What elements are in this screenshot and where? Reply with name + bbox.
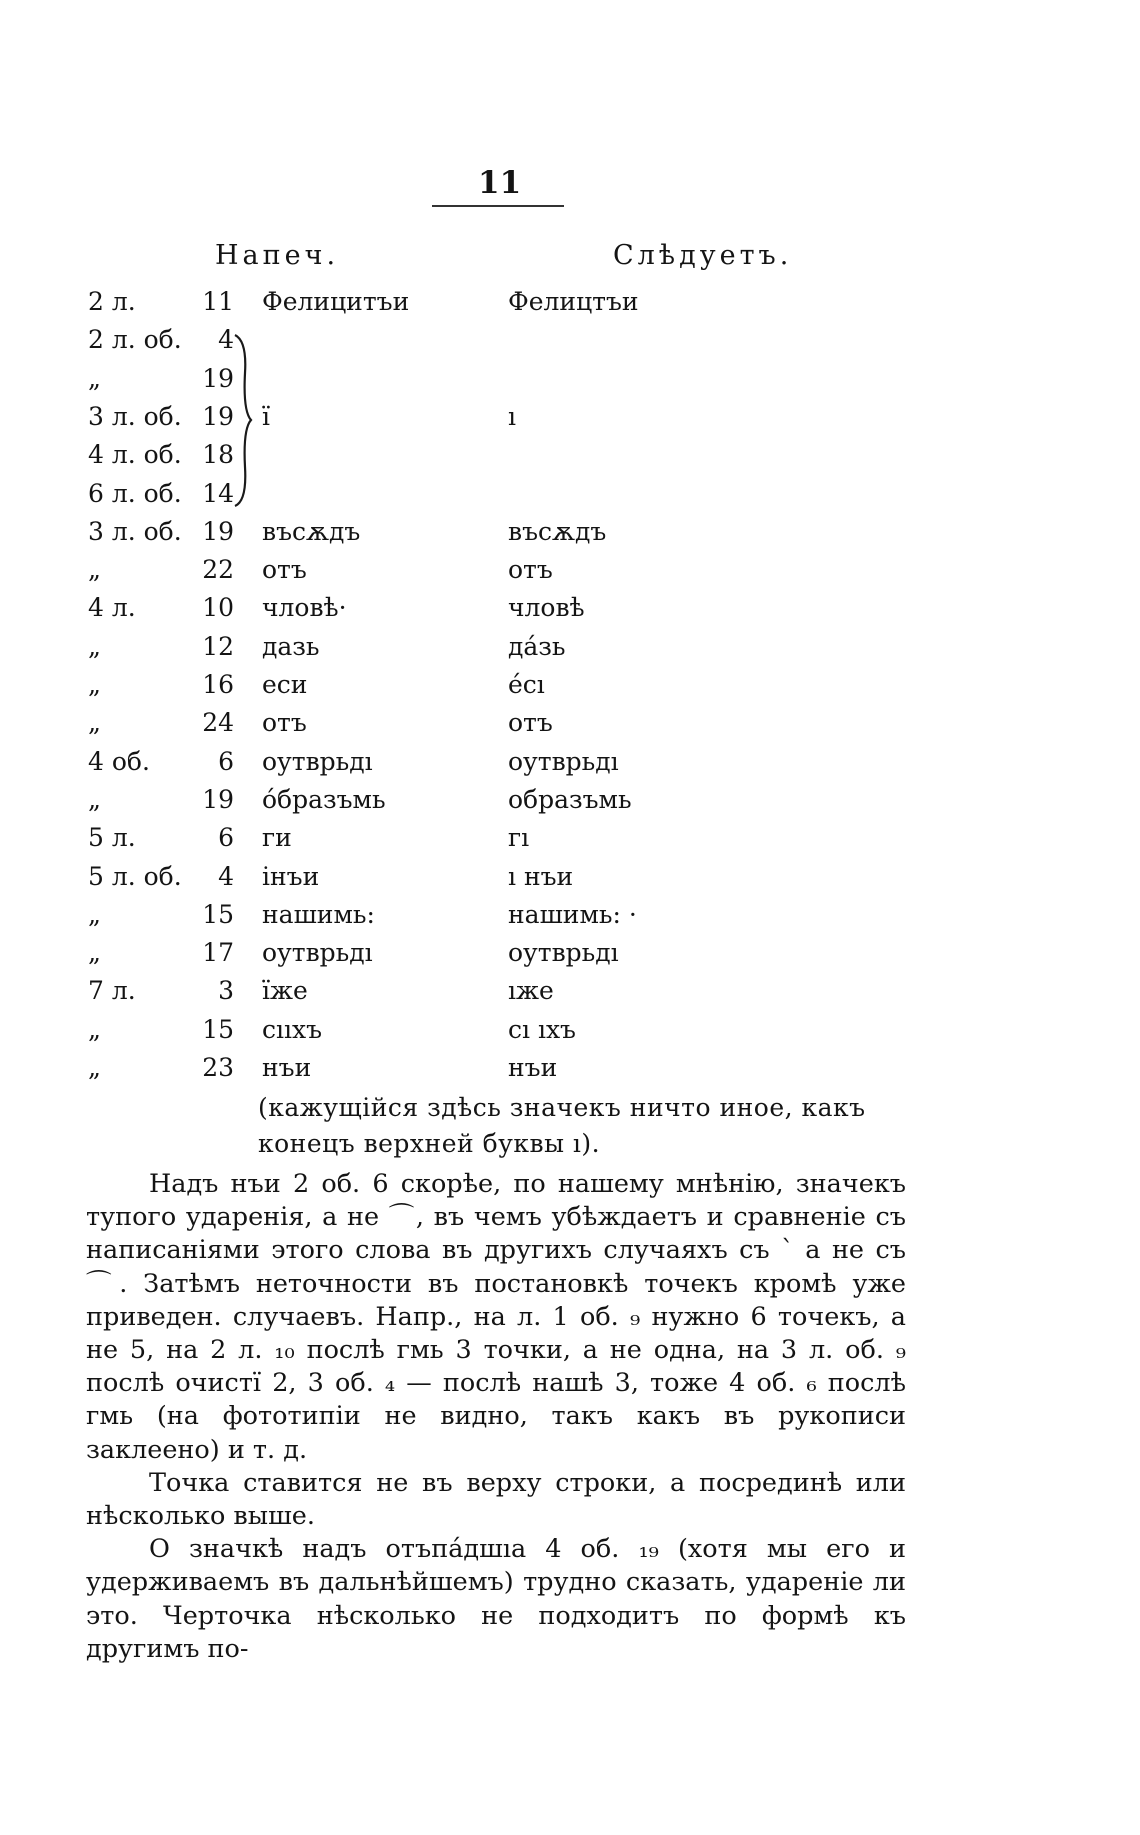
errata-ref: „ bbox=[88, 363, 101, 393]
errata-line: 12 bbox=[202, 631, 234, 661]
errata-printed: оутврьдı bbox=[262, 746, 373, 776]
errata-correct: отъ bbox=[508, 555, 553, 585]
errata-ref: 6 л. об. bbox=[88, 478, 182, 508]
errata-row bbox=[0, 976, 1140, 1014]
errata-row bbox=[0, 670, 1140, 708]
errata-line: 6 bbox=[218, 746, 234, 776]
note-line: (кажущійся здѣсь значекъ ничто иное, какъ bbox=[258, 1093, 866, 1122]
errata-correct: Фелицтъи bbox=[508, 287, 639, 316]
errata-ref: „ bbox=[88, 784, 101, 814]
page-number-rule bbox=[432, 205, 564, 207]
errata-line: 15 bbox=[202, 899, 234, 929]
errata-printed: въсѫдъ bbox=[262, 516, 361, 546]
errata-correct: оутврьдı bbox=[508, 938, 619, 968]
errata-row bbox=[0, 479, 1140, 517]
errata-row bbox=[0, 708, 1140, 746]
errata-line: 22 bbox=[202, 555, 234, 585]
errata-ref: „ bbox=[88, 1014, 101, 1044]
errata-ref: „ bbox=[88, 708, 101, 738]
errata-correct: нашимь: · bbox=[508, 899, 637, 929]
errata-ref: 4 л. об. bbox=[88, 440, 182, 470]
errata-printed: інъи bbox=[262, 861, 320, 891]
errata-row bbox=[0, 823, 1140, 861]
errata-row bbox=[0, 364, 1140, 402]
errata-printed: їже bbox=[262, 976, 308, 1006]
errata-ref: 3 л. об. bbox=[88, 401, 182, 431]
page-number: 11 bbox=[478, 165, 522, 201]
errata-correct: гı bbox=[508, 823, 530, 853]
errata-row bbox=[0, 555, 1140, 593]
errata-ref: 3 л. об. bbox=[88, 516, 182, 546]
errata-line: 14 bbox=[202, 478, 234, 508]
errata-line: 19 bbox=[202, 784, 234, 814]
errata-row bbox=[0, 1053, 1140, 1091]
header-correct: Слѣдуетъ. bbox=[613, 240, 793, 271]
errata-line: 19 bbox=[202, 401, 234, 431]
errata-printed: Фелицитъи bbox=[262, 287, 410, 316]
errata-printed: оутврьдı bbox=[262, 938, 373, 968]
errata-printed: отъ bbox=[262, 555, 307, 585]
errata-ref: „ bbox=[88, 899, 101, 929]
errata-line: 17 bbox=[202, 938, 234, 968]
errata-row bbox=[0, 747, 1140, 785]
errata-ref: „ bbox=[88, 1053, 101, 1082]
errata-ref: 5 л. bbox=[88, 823, 136, 853]
body-text bbox=[86, 1168, 906, 1666]
errata-printed: дазь bbox=[262, 631, 320, 661]
errata-ref: „ bbox=[88, 631, 101, 661]
paragraph: Точка ставится не въ верху строки, а посрединѣ или нѣсколько выше. bbox=[86, 1467, 906, 1532]
errata-line: 15 bbox=[202, 1014, 234, 1044]
errata-line: 3 bbox=[218, 976, 234, 1006]
errata-line: 6 bbox=[218, 823, 234, 853]
note-line: конецъ верхней буквы ı). bbox=[258, 1129, 601, 1158]
errata-printed: ги bbox=[262, 823, 292, 853]
errata-printed: о́бразъмь bbox=[262, 784, 386, 814]
errata-line: 4 bbox=[218, 325, 234, 355]
errata-ref: „ bbox=[88, 670, 101, 699]
errata-row bbox=[0, 632, 1140, 670]
errata-line: 19 bbox=[202, 363, 234, 393]
errata-printed: нашимь: bbox=[262, 899, 375, 929]
errata-line: 4 bbox=[218, 861, 234, 891]
errata-row bbox=[0, 440, 1140, 478]
errata-correct: образъмь bbox=[508, 784, 632, 814]
errata-row bbox=[0, 862, 1140, 900]
errata-line: 11 bbox=[202, 287, 234, 316]
paragraph: О значкѣ надъ отъпа́дшıа 4 об. ₁₉ (хотя мы его и удерживаемъ въ дальнѣйшемъ) трудно сказать, удареніе ли это. Черточка нѣсколько не подходитъ по формѣ къ другимъ по- bbox=[86, 1534, 906, 1664]
header-printed: Напеч. bbox=[215, 240, 340, 271]
errata-printed: отъ bbox=[262, 708, 307, 738]
paragraph: Надъ нъи 2 об. 6 скорѣе, по нашему мнѣнію, значекъ тупого ударенія, а не ⌒, въ чемъ убѣждаетъ и сравненіе съ написаніями этого слова въ другихъ случаяхъ съ ` а не съ ⌒. Затѣмъ неточности въ постановкѣ точекъ кромѣ уже приведен. случаевъ. Напр., на л. 1 об. ₉ нужно 6 точекъ, а не 5, на 2 л. ₁₀ послѣ гмь 3 точки, а не одна, на 3 л. об. ₉ послѣ очистї 2, 3 об. ₄ — послѣ нашѣ 3, тоже 4 об. ₆ послѣ гмь (на фототипіи не видно, такъ какъ въ рукописи заклеено) и т. д. bbox=[86, 1169, 906, 1465]
errata-correct: е́сı bbox=[508, 670, 545, 699]
errata-ref: 2 л. bbox=[88, 287, 136, 316]
errata-row bbox=[0, 900, 1140, 938]
errata-ref: 7 л. bbox=[88, 976, 136, 1006]
errata-line: 19 bbox=[202, 516, 234, 546]
errata-row bbox=[0, 1015, 1140, 1053]
errata-correct: да́зь bbox=[508, 631, 566, 661]
errata-ref: „ bbox=[88, 938, 101, 968]
errata-correct: въсѫдъ bbox=[508, 516, 607, 546]
errata-line: 18 bbox=[202, 440, 234, 470]
errata-printed: сııхъ bbox=[262, 1014, 322, 1044]
errata-printed: нъи bbox=[262, 1053, 312, 1082]
errata-ref: „ bbox=[88, 555, 101, 585]
errata-row bbox=[0, 402, 1140, 440]
errata-correct: сı ıхъ bbox=[508, 1014, 576, 1044]
errata-row bbox=[0, 517, 1140, 555]
right-brace bbox=[233, 333, 253, 508]
errata-line: 10 bbox=[202, 593, 234, 623]
errata-correct: оутврьдı bbox=[508, 746, 619, 776]
errata-printed: чловѣ· bbox=[262, 593, 347, 623]
errata-row bbox=[0, 325, 1140, 363]
errata-row bbox=[0, 938, 1140, 976]
errata-ref: 4 л. bbox=[88, 593, 136, 623]
errata-correct: нъи bbox=[508, 1053, 558, 1082]
errata-correct: ıже bbox=[508, 976, 554, 1006]
errata-correct: чловѣ bbox=[508, 593, 585, 623]
errata-line: 24 bbox=[202, 708, 234, 738]
errata-line: 16 bbox=[202, 670, 234, 699]
errata-row bbox=[0, 287, 1140, 325]
errata-row bbox=[0, 785, 1140, 823]
errata-correct: ı bbox=[508, 401, 516, 431]
errata-ref: 2 л. об. bbox=[88, 325, 182, 355]
errata-ref: 4 об. bbox=[88, 746, 150, 776]
errata-correct: ı нъи bbox=[508, 861, 574, 891]
errata-line: 23 bbox=[202, 1053, 234, 1082]
errata-printed: ї bbox=[262, 401, 270, 431]
errata-ref: 5 л. об. bbox=[88, 861, 182, 891]
errata-printed: еси bbox=[262, 670, 308, 699]
errata-row bbox=[0, 593, 1140, 631]
errata-correct: отъ bbox=[508, 708, 553, 738]
